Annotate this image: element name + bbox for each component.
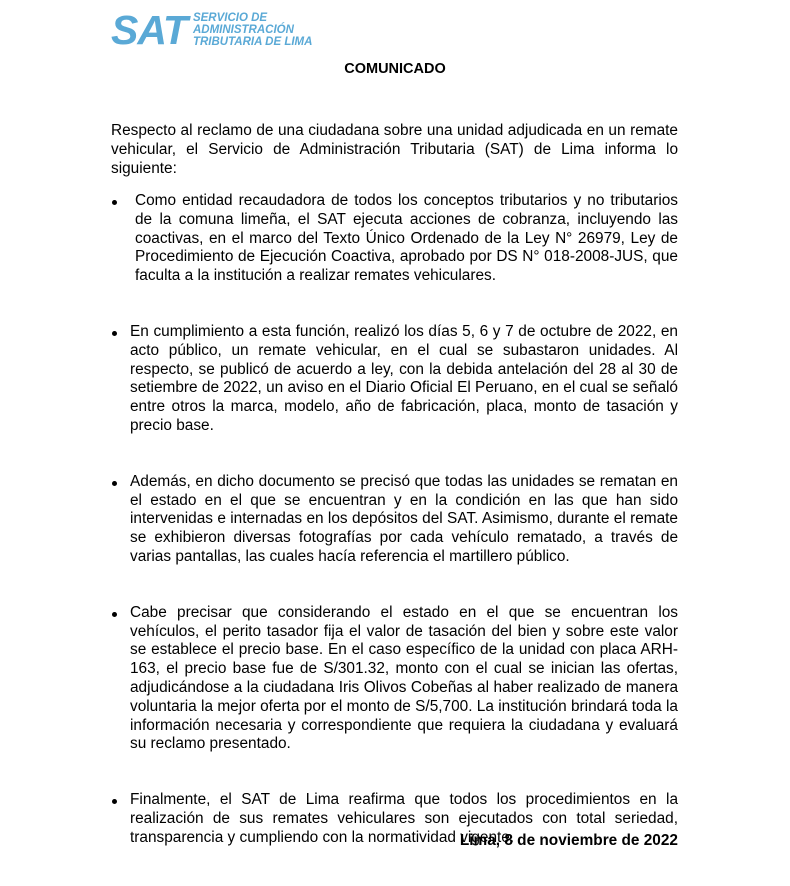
logo-text	[193, 12, 312, 48]
bullet-item: En cumplimiento a esta función, realizó los días 5, 6 y 7 de octubre de 2022, en acto público, un remate vehicular, en el cual se subastaron unidades. Al respecto, se publicó de acuerdo a ley, con la debida antelación del 28 al 30 de setiembre de 2022, un aviso en el Diario Oficial El Peruano, en el cual se señaló entre otros la marca, modelo, año de fabricación, placa, monto de tasación y precio base.	[111, 323, 678, 436]
signature-date: Lima, 8 de noviembre de 2022	[459, 832, 678, 849]
bullet-item: Cabe precisar que considerando el estado en el que se encuentran los vehículos, el perito tasador fija el valor de tasación del bien y sobre este valor se establece el precio base. En el caso específico de la unidad con placa ARH-163, el precio base fue de S/301.32, monto con el cual se inician las ofertas, adjudicándose a la ciudadana Iris Olivos Cobeñas al haber realizado de manera voluntaria la mejor oferta por el monto de S/5,700. La institución brindará toda la información necesaria y correspondiente que requiera la ciudadana y evaluará su reclamo presentado.	[111, 604, 678, 754]
logo-line: TRIBUTARIA DE LIMA	[192, 36, 313, 48]
bullet-item: Además, en dicho documento se precisó que todas las unidades se rematan en el estado en el que se encuentran y en la condición en las que han sido intervenidas e internadas en los depósitos del SAT. Asimismo, durante el remate se exhibieron diversas fotografías por cada vehículo rematado, a través de varias pantallas, las cuales hacía referencia el martillero público.	[111, 473, 678, 567]
document-title: COMUNICADO	[344, 61, 446, 77]
logo-line: SERVICIO DE	[192, 12, 268, 24]
bullet-item: Como entidad recaudadora de todos los conceptos tributarios y no tributarios de la comuna limeña, el SAT ejecuta acciones de cobranza, incluyendo las coactivas, en el marco del Texto Único Ordenado de la Ley N° 26979, Ley de Procedimiento de Ejecución Coactiva, aprobado por DS N° 018-2008-JUS, que faculta a la institución a realizar remates vehiculares.	[111, 192, 678, 286]
intro-paragraph: Respecto al reclamo de una ciudadana sobre una unidad adjudicada en un remate vehicular, el Servicio de Administración Tributaria (SAT) de Lima informa lo siguiente:	[111, 122, 678, 177]
logo-mark: SAT	[111, 7, 187, 53]
bullet-item: Finalmente, el SAT de Lima reafirma que todos los procedimientos en la realización de sus remates vehiculares son ejecutados con total seriedad, transparencia y cumpliendo con la normatividad vigente.	[111, 791, 678, 847]
logo-line: ADMINISTRACIÓN	[192, 24, 294, 36]
sat-logo	[111, 7, 313, 53]
bullet-list	[111, 192, 678, 885]
